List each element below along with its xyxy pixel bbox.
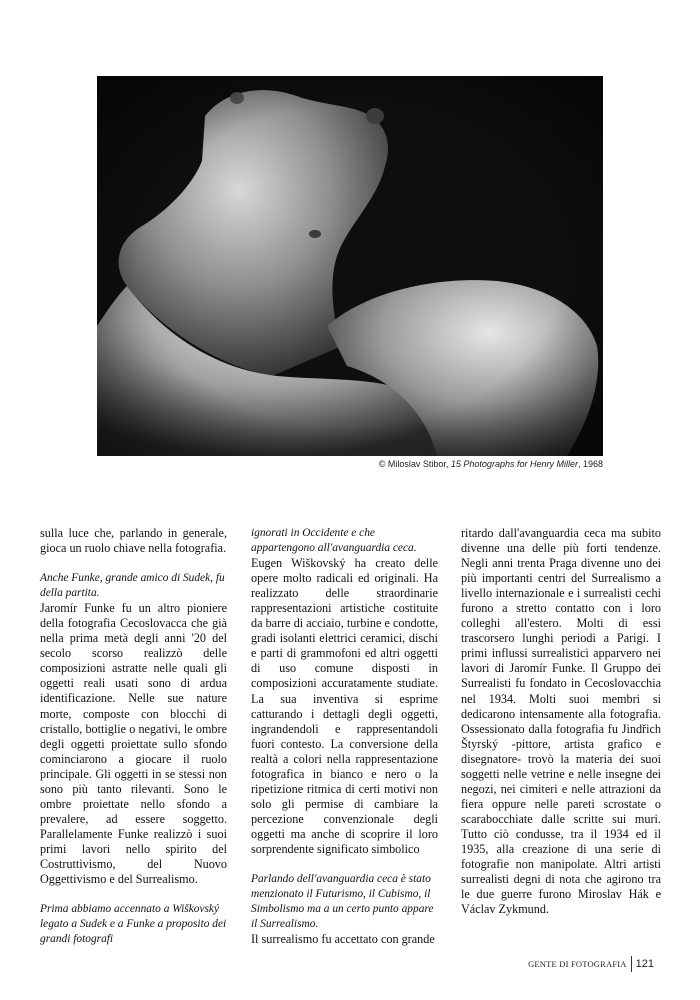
text-column-3	[461, 526, 661, 917]
paragraph: Jaromír Funke fu un altro pioniere della fotografia Cecoslovacca che già nella prima metà degli anni '20 del secolo scorso realizzò delle composizioni astratte nelle quali gli oggetti reali usati sono di ardua identificazione. Nelle sue nature morte, composte con blocchi di cristallo, bottiglie o negativi, le ombre degli oggetti proiettate sullo sfondo cominciarono a giocare il ruolo principale. Gli oggetti in se stessi non sono più tanto rilevanti. Sono le ombre proiettate nello sfondo a prevalere, ad essere soggetto. Parallelamente Funke realizzò i suoi primi lavori nello spirito del Costruttivismo, del Nuovo Oggettivismo e del Surrealismo.	[40, 601, 227, 887]
nude-photograph	[97, 76, 603, 456]
paragraph: Il surrealismo fu accettato con grande	[251, 932, 435, 947]
caption-title: 15 Photographs for Henry Miller	[450, 459, 578, 469]
text-column-1	[40, 526, 227, 947]
paragraph: ritardo dall'avanguardia ceca ma subito divenne una delle più forti tendenze. Negli anni trenta Praga divenne uno dei più importanti centri del Surrealismo a livello internazionale e i surrealisti cechi furono a stretto contatto con i loro colleghi all'estero. Molti di essi trascorsero lunghi periodi a Parigi. I primi influssi surrealistici apparvero nei lavori di Jaromír Funke. Il Gruppo dei Surrealisti fu fondato in Cecoslovacchia nel 1934. Molti suoi membri si dedicarono intensamente alla fotografia. Ossessionato dalla fotografia fu Jindřich Štyrský -pittore, artista grafico e disegnatore- trovò la materia dei suoi soggetti nelle vetrine e nelle insegne dei negozi, nei cimiteri e nelle attrazioni da fiera oppure nelle pareti scrostate o scarabocchiate dalle scritte sui muri. Tutto ciò condusse, tra il 1934 ed il 1935, alla creazione di una serie di fotografie non manipolate. Altri artisti surrealisti degni di nota che agirono tra le due guerre furono Miroslav Hák e Václav Zykmund.	[461, 526, 661, 917]
page-number: 121	[635, 958, 654, 970]
interview-question: ignorati in Occidente e che appartengono all'avanguardia ceca.	[251, 527, 417, 555]
caption-credit: © Miloslav Stibor,	[378, 459, 451, 469]
interview-question: Prima abbiamo accennato a Wiškovský legato a Sudek e a Funke a proposito dei grandi fotografi	[40, 903, 227, 946]
text-column-2	[251, 526, 438, 947]
photograph-image	[97, 76, 603, 456]
page-footer	[528, 956, 654, 972]
paragraph: sulla luce che, parlando in generale, gioca un ruolo chiave nella fotografia.	[40, 526, 227, 556]
magazine-name: GENTE DI FOTOGRAFIA	[528, 959, 627, 969]
paragraph: Eugen Wiškovský ha creato delle opere molto radicali ed originali. Ha realizzato delle straordinarie rappresentazioni artistiche costituite da barre di acciaio, turbine e condotte, gradi isolanti elettrici ceramici, dischi e parti di grammofoni ed altri oggetti di uso comune disposti in composizioni accuratamente studiate. La sua inventiva si esprime catturando i dettagli degli oggetti, ingrandendoli e rappresentandoli fuori contesto. La conversione della realtà a colori nella rappresentazione fotografica in bianco e nero o la ripetizione ritmica di certi motivi non solo gli permise di cambiare la percezione convenzionale degli oggetti ma anche di scoprire il loro sorprendente significato simbolico	[251, 556, 438, 856]
photo-caption	[379, 459, 603, 469]
footer-divider	[631, 956, 632, 972]
interview-question: Parlando dell'avanguardia ceca è stato menzionato il Futurismo, il Cubismo, il Simbolismo ma a un certo punto appare il Surrealismo.	[251, 873, 434, 931]
caption-year: , 1968	[577, 459, 603, 469]
interview-question: Anche Funke, grande amico di Sudek, fu della partita.	[40, 572, 225, 600]
